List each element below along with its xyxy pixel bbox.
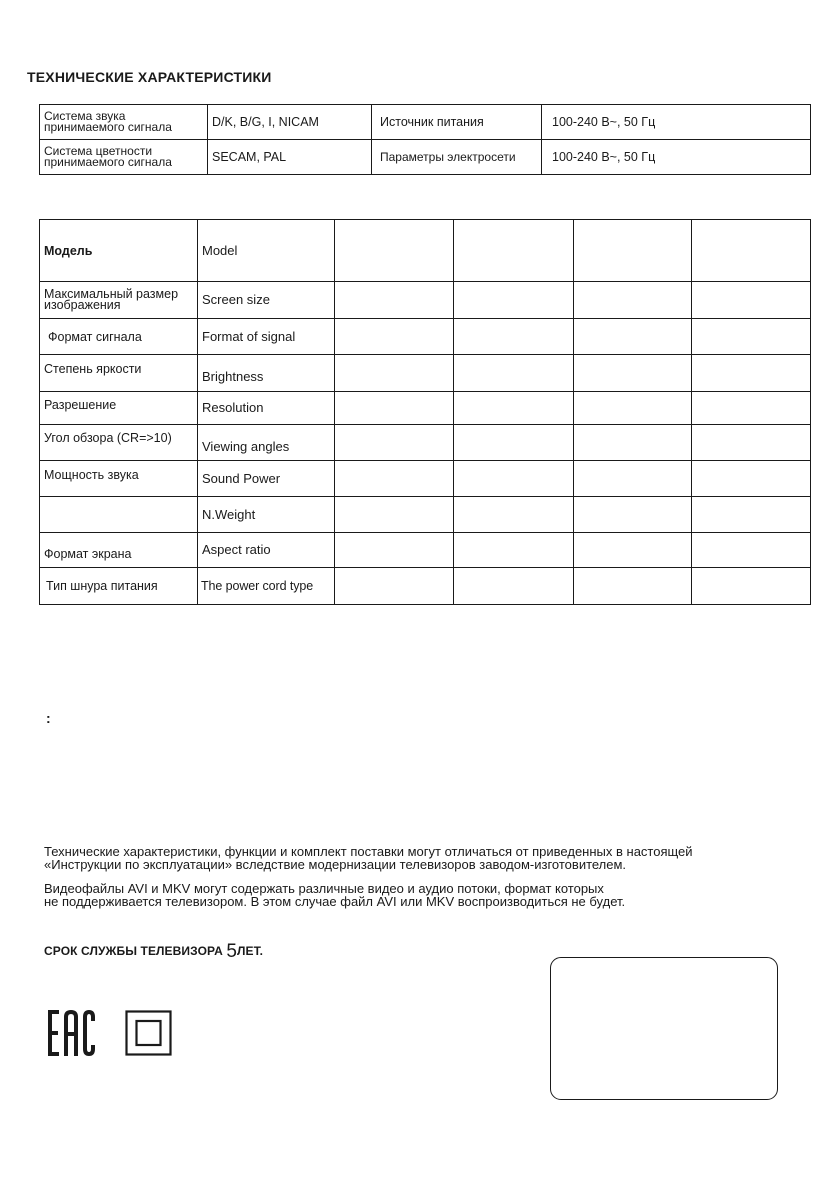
empty-cell (692, 355, 811, 392)
table-cell: D/K, B/G, I, NICAM (208, 105, 372, 140)
table-cell: 100-240 В~, 50 Гц (542, 140, 811, 175)
table-cell: Model (198, 220, 335, 282)
empty-cell (335, 319, 454, 355)
table-row (40, 533, 811, 568)
empty-cell (335, 282, 454, 319)
empty-cell (454, 533, 574, 568)
colon-marker: : (46, 710, 51, 726)
empty-cell (454, 497, 574, 533)
table-cell: Разрешение (40, 392, 198, 425)
empty-cell (574, 425, 692, 461)
empty-cell (574, 568, 692, 605)
empty-cell (692, 282, 811, 319)
table-cell: Угол обзора (CR=>10) (40, 425, 198, 461)
table-cell: Мощность звука (40, 461, 198, 497)
table-row (40, 140, 811, 175)
specifications-table (39, 219, 811, 605)
service-life-prefix: СРОК СЛУЖБЫ ТЕЛЕВИЗОРА (44, 944, 223, 958)
double-insulation-icon (125, 1010, 172, 1056)
table-cell: Параметры электросети (372, 140, 542, 175)
empty-cell (574, 282, 692, 319)
power-supply-table (39, 104, 811, 175)
empty-cell (454, 425, 574, 461)
empty-cell (574, 319, 692, 355)
empty-cell (335, 220, 454, 282)
table-cell: Формат сигнала (40, 319, 198, 355)
table-row (40, 392, 811, 425)
empty-cell (574, 220, 692, 282)
empty-cell (574, 355, 692, 392)
eac-certification-icon (47, 1009, 97, 1057)
table-cell: Sound Power (198, 461, 335, 497)
empty-cell (335, 425, 454, 461)
table-row (40, 568, 811, 605)
table-cell: Format of signal (198, 319, 335, 355)
note-line: не поддерживается телевизором. В этом случае файл AVI или MKV воспроизводиться не будет. (44, 894, 626, 909)
table-cell (40, 497, 198, 533)
empty-cell (692, 497, 811, 533)
table-cell: Resolution (198, 392, 335, 425)
empty-cell (454, 355, 574, 392)
empty-cell (335, 461, 454, 497)
empty-cell (574, 497, 692, 533)
table-cell: N.Weight (198, 497, 335, 533)
table-cell: Brightness (198, 355, 335, 392)
empty-cell (335, 568, 454, 605)
table-row (40, 425, 811, 461)
table-cell: Система звука принимаемого сигнала (40, 105, 208, 140)
empty-cell (454, 319, 574, 355)
disclaimer-line: Технические характеристики, функции и комплект поставки могут отличаться от приведенных в настоящей (44, 844, 693, 859)
service-life-years: 5 (226, 941, 237, 962)
table-row (40, 319, 811, 355)
empty-cell (454, 392, 574, 425)
empty-cell (692, 319, 811, 355)
table-row (40, 105, 811, 140)
disclaimer-paragraph (44, 845, 693, 871)
empty-cell (692, 392, 811, 425)
empty-cell (335, 392, 454, 425)
page-title: ТЕХНИЧЕСКИЕ ХАРАКТЕРИСТИКИ (27, 69, 272, 85)
table-cell: SECAM, PAL (208, 140, 372, 175)
table-row (40, 461, 811, 497)
table-cell: The power cord type (198, 568, 335, 605)
empty-cell (692, 568, 811, 605)
empty-cell (454, 461, 574, 497)
table-cell: Система цветности принимаемого сигнала (40, 140, 208, 175)
table-cell: Aspect ratio (198, 533, 335, 568)
empty-cell (692, 220, 811, 282)
service-life-suffix: ЛЕТ. (236, 944, 264, 958)
empty-cell (692, 425, 811, 461)
table-cell: Модель (40, 220, 198, 282)
empty-cell (574, 533, 692, 568)
empty-cell (335, 533, 454, 568)
empty-cell (335, 355, 454, 392)
table-row (40, 497, 811, 533)
table-row (40, 282, 811, 319)
table-cell: 100-240 В~, 50 Гц (542, 105, 811, 140)
video-format-note (44, 882, 625, 908)
empty-cell (335, 497, 454, 533)
table-cell: Максимальный размер изображения (40, 282, 198, 319)
note-line: Видеофайлы AVI и MKV могут содержать различные видео и аудио потоки, формат которых (44, 881, 604, 896)
empty-cell (454, 220, 574, 282)
table-cell: Формат экрана (40, 533, 198, 568)
disclaimer-line: «Инструкции по эксплуатации» вследствие модернизации телевизоров заводом-изготовителем. (44, 857, 627, 872)
table-cell: Степень яркости (40, 355, 198, 392)
table-cell: Screen size (198, 282, 335, 319)
empty-cell (692, 461, 811, 497)
empty-cell (574, 392, 692, 425)
table-row (40, 355, 811, 392)
table-cell: Тип шнура питания (40, 568, 198, 605)
empty-cell (692, 533, 811, 568)
empty-cell (574, 461, 692, 497)
table-cell: Источник питания (372, 105, 542, 140)
empty-cell (454, 282, 574, 319)
table-row (40, 220, 811, 282)
table-cell: Viewing angles (198, 425, 335, 461)
stamp-box (550, 957, 778, 1100)
service-life-notice (44, 941, 263, 963)
empty-cell (454, 568, 574, 605)
